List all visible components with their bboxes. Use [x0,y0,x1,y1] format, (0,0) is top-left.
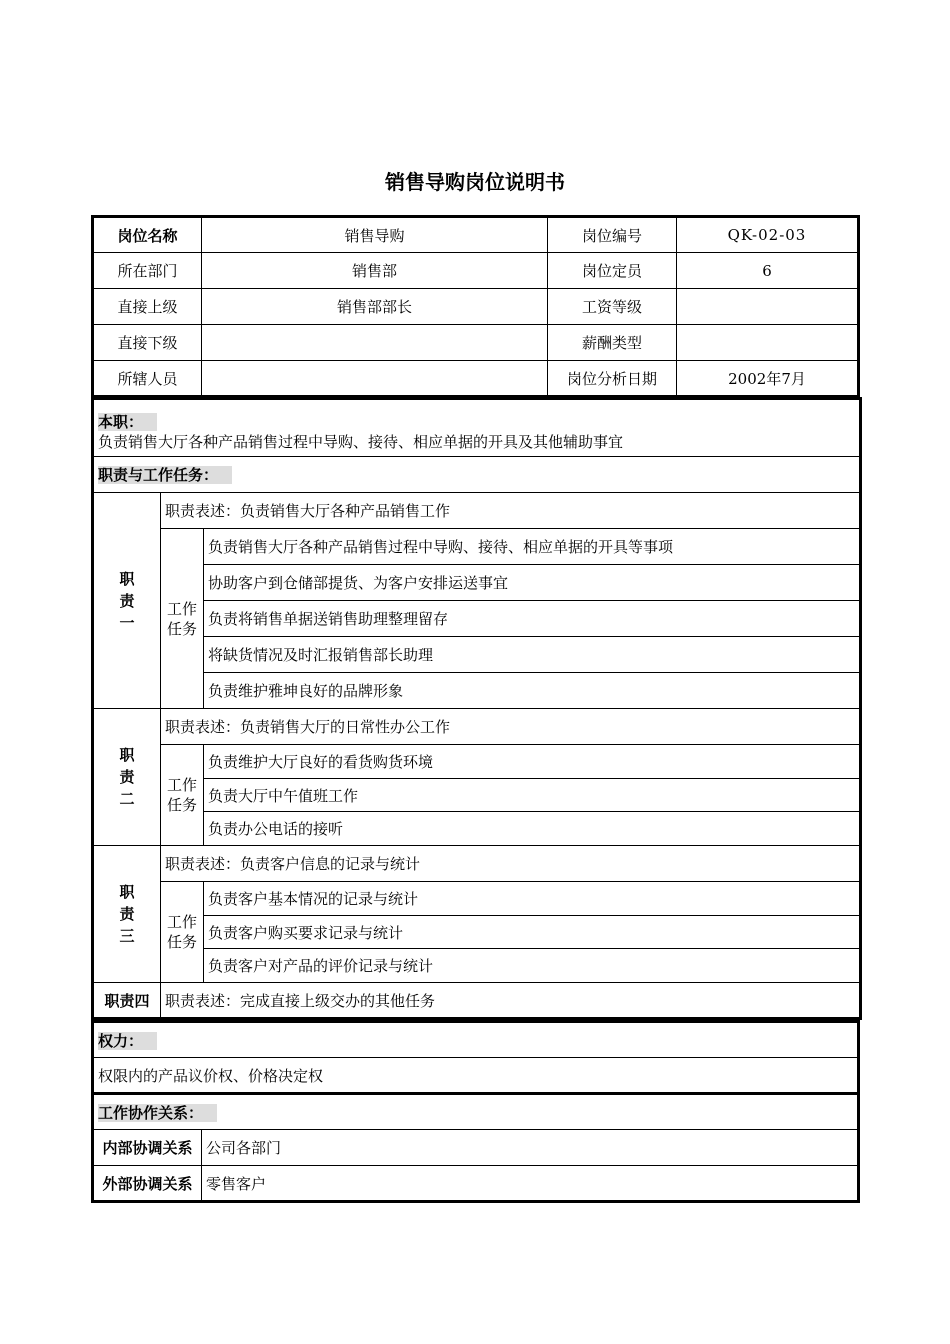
power-label: 权力： [98,1032,157,1050]
task-item: 负责客户购买要求记录与统计 [204,916,861,949]
field-value: QK-02-03 [677,217,859,253]
field-value: 销售导购 [202,217,548,253]
task-item: 负责维护雅坤良好的品牌形象 [204,673,861,709]
table-row [93,673,861,709]
task-item: 负责客户对产品的评价记录与统计 [204,949,861,983]
field-value [202,361,548,397]
table-row [93,709,861,745]
task-item: 负责维护大厅良好的看货购货环境 [204,745,861,779]
duty-description: 职责表述：负责客户信息的记录与统计 [161,846,861,882]
field-value: 2002年7月 [677,361,859,397]
field-value: 销售部部长 [202,289,548,325]
table-row [93,601,861,637]
duty-label: 职 责 二 [93,709,161,846]
field-label: 所辖人员 [93,361,202,397]
field-value: 公司各部门 [202,1130,859,1166]
document-title: 销售导购岗位说明书 [385,170,565,194]
field-label: 直接下级 [93,325,202,361]
power-table [91,1020,860,1095]
table-row [93,565,861,601]
task-label: 工作 任务 [161,882,204,983]
table-row [93,779,861,812]
field-label: 所在部门 [93,253,202,289]
task-item: 负责办公电话的接听 [204,812,861,846]
section-header-row [93,1022,859,1058]
table-row [93,493,861,529]
table-row [93,812,861,846]
core-duty-text: 负责销售大厅各种产品销售过程中导购、接待、相应单据的开具及其他辅助事宜 [98,433,624,451]
table-row [93,361,859,397]
task-item: 将缺货情况及时汇报销售部长助理 [204,637,861,673]
task-item: 负责大厅中午值班工作 [204,779,861,812]
field-value [202,325,548,361]
task-label: 工作 任务 [161,529,204,709]
duty-description: 职责表述：完成直接上级交办的其他任务 [161,983,861,1019]
task-label: 工作 任务 [161,745,204,846]
table-row [93,1130,859,1166]
table-row [93,916,861,949]
field-label: 岗位名称 [93,217,202,253]
table-row [93,846,861,882]
duty-label: 职 责 三 [93,846,161,983]
duty-description: 职责表述：负责销售大厅的日常性办公工作 [161,709,861,745]
relations-label: 工作协作关系： [98,1104,217,1122]
table-row [93,882,861,916]
table-row [93,1058,859,1094]
task-item: 协助客户到仓储部提货、为客户安排运送事宜 [204,565,861,601]
table-row [93,983,861,1019]
field-label: 外部协调关系 [93,1166,202,1202]
core-duty-row [93,399,861,457]
duties-table [91,397,862,1020]
task-item: 负责销售大厅各种产品销售过程中导购、接待、相应单据的开具等事项 [204,529,861,565]
field-value [677,289,859,325]
task-item: 负责将销售单据送销售助理整理留存 [204,601,861,637]
power-text: 权限内的产品议价权、价格决定权 [93,1058,859,1094]
section-header-row [93,1094,859,1130]
core-duty-label: 本职： [98,413,157,431]
field-label: 内部协调关系 [93,1130,202,1166]
table-row [93,217,859,253]
duty-description: 职责表述：负责销售大厅各种产品销售工作 [161,493,861,529]
field-label: 岗位定员 [548,253,677,289]
table-row [93,529,861,565]
table-row [93,949,861,983]
table-row [93,325,859,361]
table-row [93,253,859,289]
table-row [93,1166,859,1202]
table-row [93,289,859,325]
table-row [93,745,861,779]
table-row [93,637,861,673]
duties-header: 职责与工作任务： [98,466,232,484]
field-label: 薪酬类型 [548,325,677,361]
field-value: 销售部 [202,253,548,289]
field-value: 零售客户 [202,1166,859,1202]
task-item: 负责客户基本情况的记录与统计 [204,882,861,916]
relations-table [91,1092,860,1203]
basic-info-table [91,215,860,398]
field-label: 岗位编号 [548,217,677,253]
duty-label: 职 责 一 [93,493,161,709]
field-label: 岗位分析日期 [548,361,677,397]
field-value: 6 [677,253,859,289]
field-label: 直接上级 [93,289,202,325]
field-value [677,325,859,361]
duty-label: 职责四 [93,983,161,1019]
field-label: 工资等级 [548,289,677,325]
section-header-row [93,457,861,493]
